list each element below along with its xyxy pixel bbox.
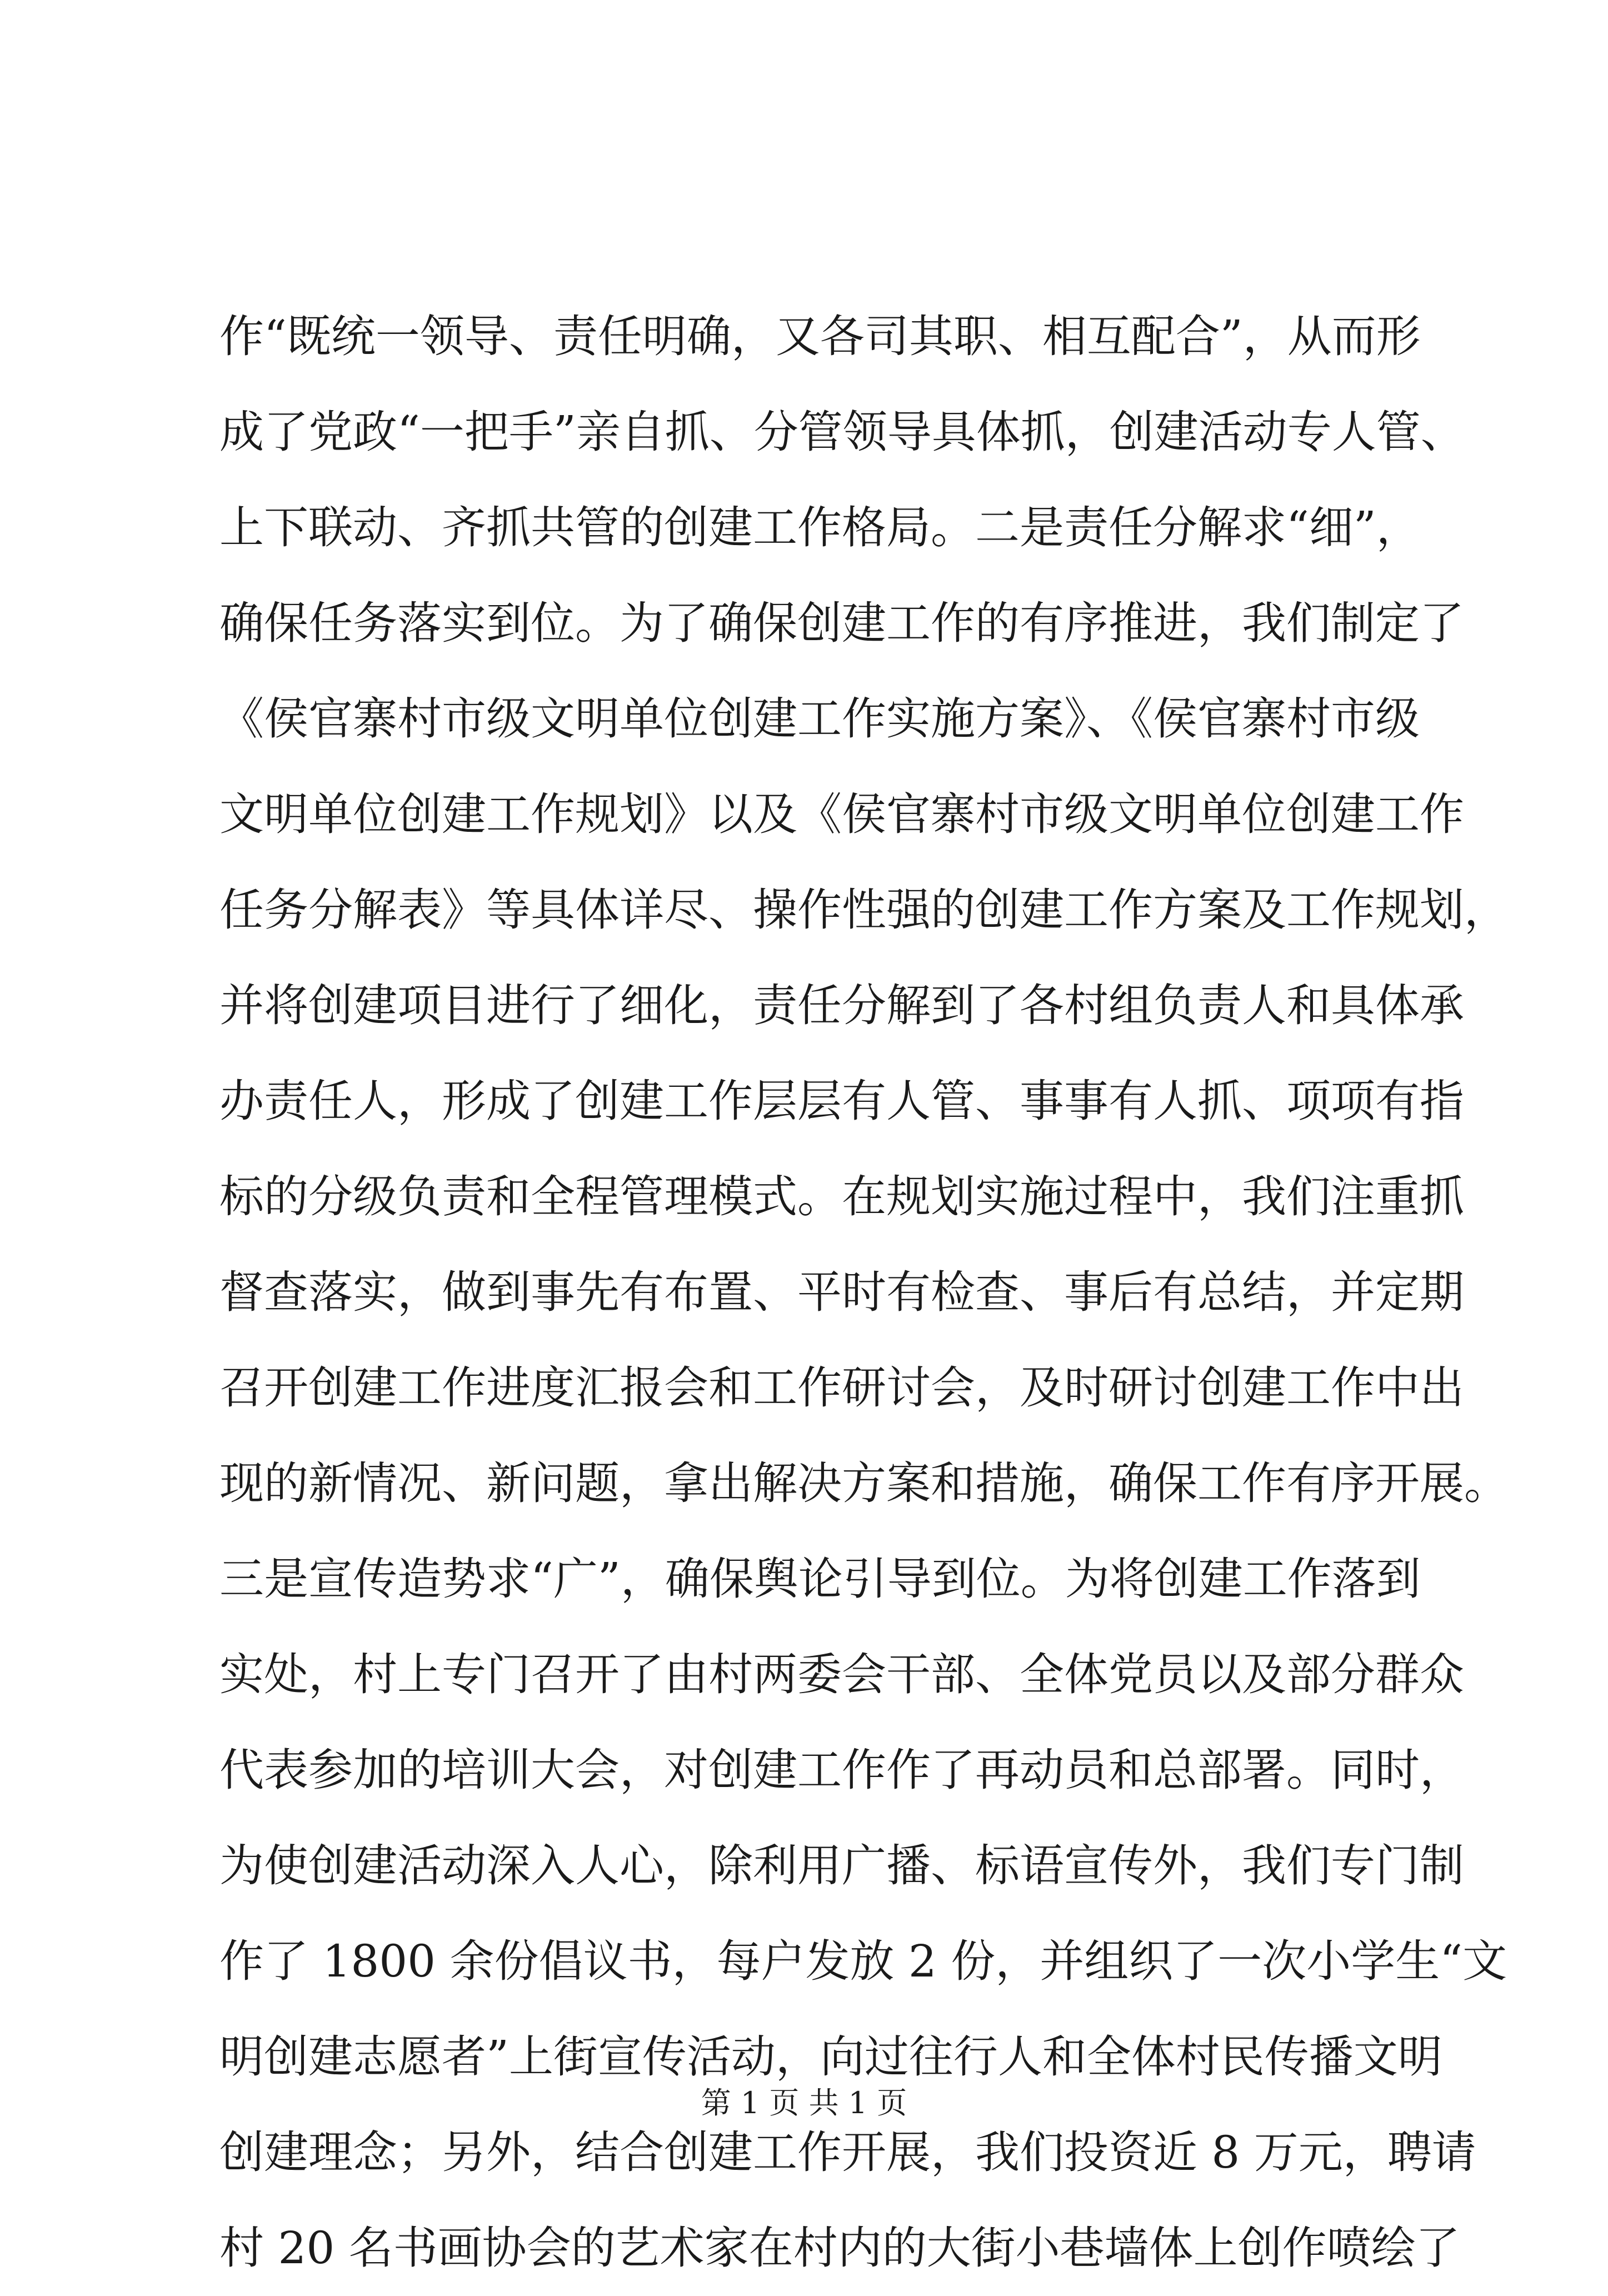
text-line: 确保任务落实到位。为了确保创建工作的有序推进，我们制定了: [219, 597, 1464, 649]
text-line: 村 20 名书画协会的艺术家在村内的大街小巷墙体上创作喷绘了: [219, 2222, 1460, 2274]
document-body: [219, 289, 1509, 2296]
text-line: 三是宣传造势求“广”，确保舆论引导到位。为将创建工作落到: [219, 1553, 1421, 1605]
text-line: 标的分级负责和全程管理模式。在规划实施过程中，我们注重抓: [219, 1171, 1464, 1222]
text-line: 并将创建项目进行了细化，责任分解到了各村组负责人和具体承: [219, 980, 1464, 1031]
text-line: 督查落实，做到事先有布置、平时有检查、事后有总结，并定期: [219, 1266, 1464, 1318]
text-line: 创建理念；另外，结合创建工作开展，我们投资近 8 万元，聘请: [219, 2127, 1476, 2178]
text-line: 代表参加的培训大会，对创建工作作了再动员和总部署。同时，: [219, 1744, 1464, 1796]
text-line: 办责任人，形成了创建工作层层有人管、事事有人抓、项项有指: [219, 1075, 1464, 1127]
page-number: 第 1 页 共 1 页: [701, 2085, 907, 2120]
text-line: 《侯官寨村市级文明单位创建工作实施方案》、《侯官寨村市级: [219, 693, 1420, 745]
text-line: 上下联动、齐抓共管的创建工作格局。二是责任分解求“细”，: [219, 502, 1421, 553]
text-line: 成了党政“一把手”亲自抓、分管领导具体抓，创建活动专人管、: [219, 406, 1465, 458]
text-line: 召开创建工作进度汇报会和工作研讨会，及时研讨创建工作中出: [219, 1362, 1464, 1414]
text-line: 实处，村上专门召开了由村两委会干部、全体党员以及部分群众: [219, 1649, 1464, 1700]
text-line: 为使创建活动深入人心，除利用广播、标语宣传外，我们专门制: [219, 1840, 1464, 1891]
text-line: 作“既统一领导、责任明确，又各司其职、相互配合”，从而形: [219, 311, 1421, 362]
text-line: 现的新情况、新问题，拿出解决方案和措施，确保工作有序开展。: [219, 1458, 1509, 1509]
text-line: 明创建志愿者”上街宣传活动，向过往行人和全体村民传播文明: [219, 2031, 1442, 2083]
text-line: 作了 1800 余份倡议书，每户发放 2 份，并组织了一次小学生“文: [219, 1935, 1507, 1987]
text-line: 文明单位创建工作规划》以及《侯官寨村市级文明单位创建工作: [219, 788, 1464, 840]
text-line: 任务分解表》等具体详尽、操作性强的创建工作方案及工作规划，: [219, 884, 1509, 936]
page-footer: [0, 2081, 1608, 2125]
